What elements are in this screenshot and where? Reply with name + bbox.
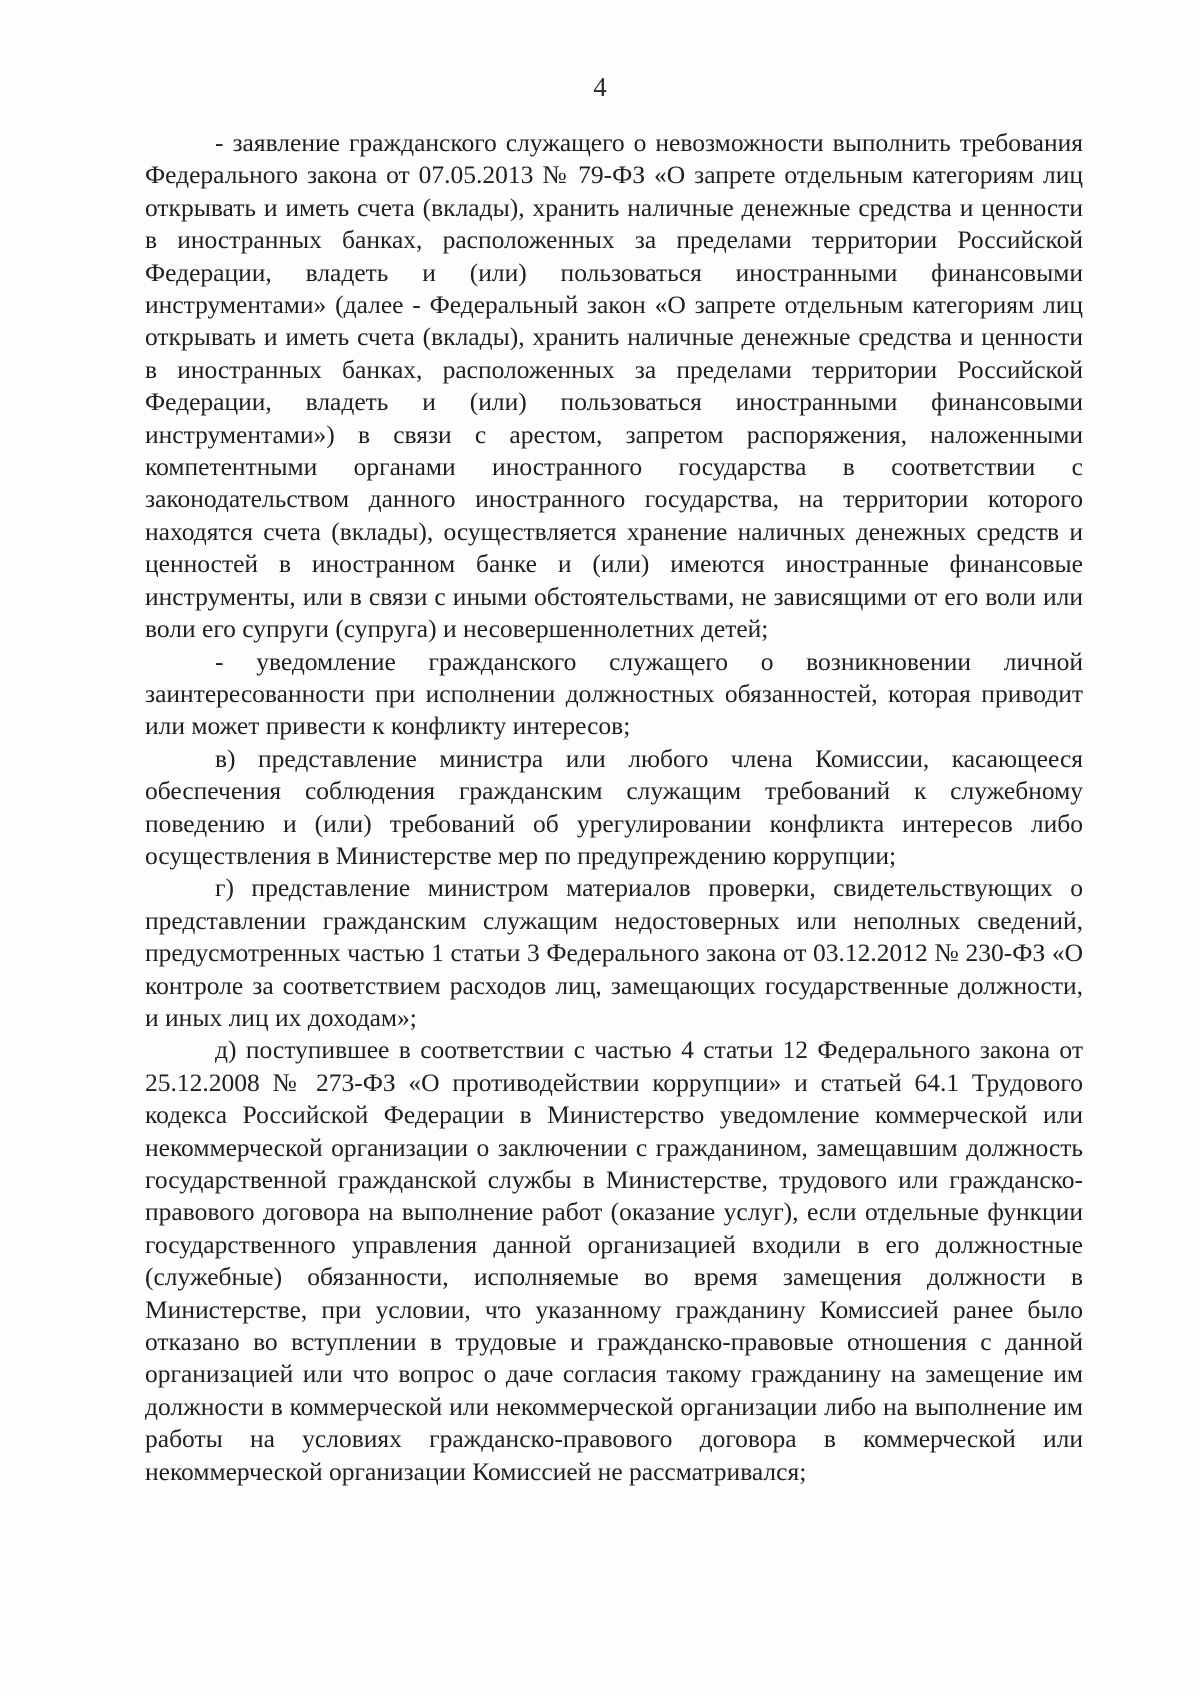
paragraph-item-g: г) представление министром материалов проверки, свидетельствующих о представлении гражданским служащим недостоверных или неполных сведений, предусмотренных частью 1 статьи 3 Федерального закона от 03.12.2012 № 230-ФЗ «О контроле за соответствием расходов лиц, замещающих государственные должности, и иных лиц их доходам»;: [145, 873, 1083, 1032]
paragraph-item-d: д) поступившее в соответствии с частью 4 статьи 12 Федерального закона от 25.12.2008 № 273-ФЗ «О противодействии коррупции» и статьей 64.1 Трудового кодекса Российской Федерации в Министерство уведомление коммерческой или некоммерческой организации о заключении с гражданином, замещавшим должность государственной гражданской службы в Министерстве, трудового или гражданско-правового договора на выполнение работ (оказание услуг), если отдельные функции государственного управления данной организацией входили в его должностные (служебные) обязанности, исполняемые во время замещения должности в Министерстве, при условии, что указанному гражданину Комиссией ранее было отказано во вступлении в трудовые и гражданско-правовые отношения с данной организацией или что вопрос о даче согласия такому гражданину на замещение им должности в коммерческой или некоммерческой организации либо на выполнение им работы на условиях гражданско-правового договора в коммерческой или некоммерческой организации Комиссией не рассматривался;: [145, 1035, 1083, 1486]
paragraph-item-v: в) представление министра или любого члена Комиссии, касающееся обеспечения соблюдения гражданским служащим требований к служебному поведению и (или) требований об урегулировании конфликта интересов либо осуществления в Министерстве мер по предупреждению коррупции;: [145, 743, 1083, 870]
paragraph-statement: - заявление гражданского служащего о невозможности выполнить требования Федерального закона от 07.05.2013 № 79-ФЗ «О запрете отдельным категориям лиц открывать и иметь счета (вклады), хранить наличные денежные средства и ценности в иностранных банках, расположенных за пределами территории Российской Федерации, владеть и (или) пользоваться иностранными финансовыми инструментами» (далее - Федеральный закон «О запрете отдельным категориям лиц открывать и иметь счета (вклады), хранить наличные денежные средства и ценности в иностранных банках, расположенных за пределами территории Российской Федерации, владеть и (или) пользоваться иностранными финансовыми инструментами») в связи с арестом, запретом распоряжения, наложенными компетентными органами иностранного государства в соответствии с законодательством данного иностранного государства, на территории которого находятся счета (вклады), осуществляется хранение наличных денежных средств и ценностей в иностранном банке и (или) имеются иностранные финансовые инструменты, или в связи с иными обстоятельствами, не зависящими от его воли или воли его супруги (супруга) и несовершеннолетних детей;: [145, 128, 1083, 644]
paragraph-notification: - уведомление гражданского служащего о возникновении личной заинтересованности при исполнении должностных обязанностей, которая приводит или может привести к конфликту интересов;: [145, 646, 1083, 741]
document-body: [145, 127, 1083, 1488]
page-number: 4: [593, 72, 607, 102]
